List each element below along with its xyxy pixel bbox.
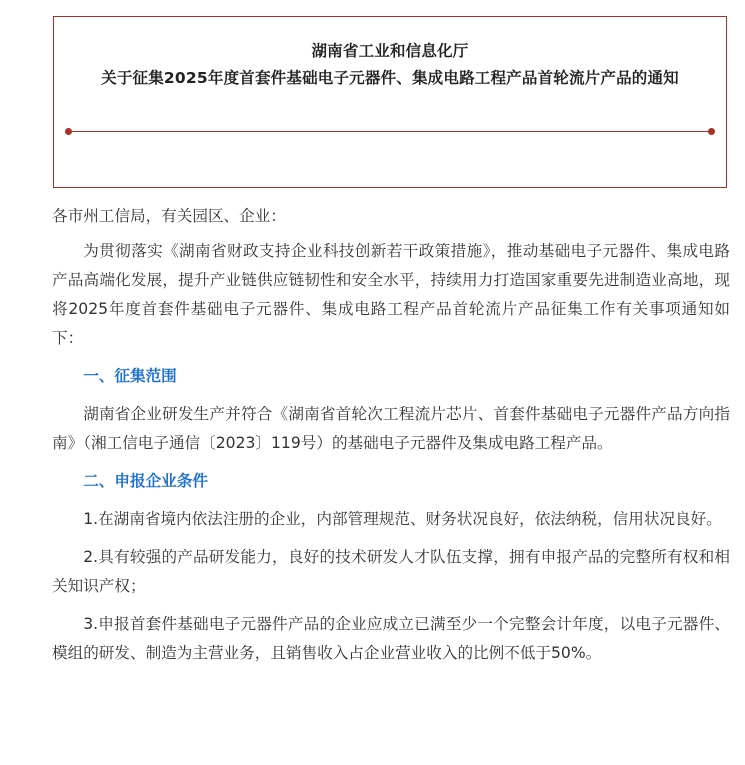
- condition-item-2: 2.具有较强的产品研发能力，良好的技术研发人才队伍支撑，拥有申报产品的完整所有权和相关知识产权；: [52, 548, 730, 595]
- condition-item-3: 3.申报首套件基础电子元器件产品的企业应成立已满至少一个完整会计年度，以电子元器件、模组的研发、制造为主营业务，且销售收入占企业营业收入的比例不低于50%。: [52, 615, 730, 662]
- notice-header-box: [53, 16, 727, 188]
- issuer-title: 湖南省工业和信息化厅: [311, 42, 469, 60]
- notice-title: 关于征集2025年度首套件基础电子元器件、集成电路工程产品首轮流片产品的通知: [101, 69, 679, 87]
- header-divider: [68, 131, 712, 132]
- section-heading-scope: 一、征集范围: [83, 367, 177, 385]
- divider-right-dot: [708, 128, 715, 135]
- condition-item-1: 1.在湖南省境内依法注册的企业，内部管理规范、财务状况良好，依法纳税，信用状况良好。: [83, 510, 722, 528]
- notice-body: [52, 202, 730, 677]
- section-heading-conditions: 二、申报企业条件: [83, 472, 208, 490]
- divider-left-dot: [65, 128, 72, 135]
- intro-paragraph: 为贯彻落实《湖南省财政支持企业科技创新若干政策措施》，推动基础电子元器件、集成电路产品高端化发展，提升产业链供应链韧性和安全水平，持续用力打造国家重要先进制造业高地，现将2025年度首套件基础电子元器件、集成电路工程产品首轮流片产品征集工作有关事项通知如下：: [52, 242, 730, 347]
- greeting: 各市州工信局，有关园区、企业：: [52, 207, 286, 225]
- scope-paragraph: 湖南省企业研发生产并符合《湖南省首轮次工程流片芯片、首套件基础电子元器件产品方向指南》（湘工信电子通信〔2023〕119号）的基础电子元器件及集成电路工程产品。: [52, 405, 730, 452]
